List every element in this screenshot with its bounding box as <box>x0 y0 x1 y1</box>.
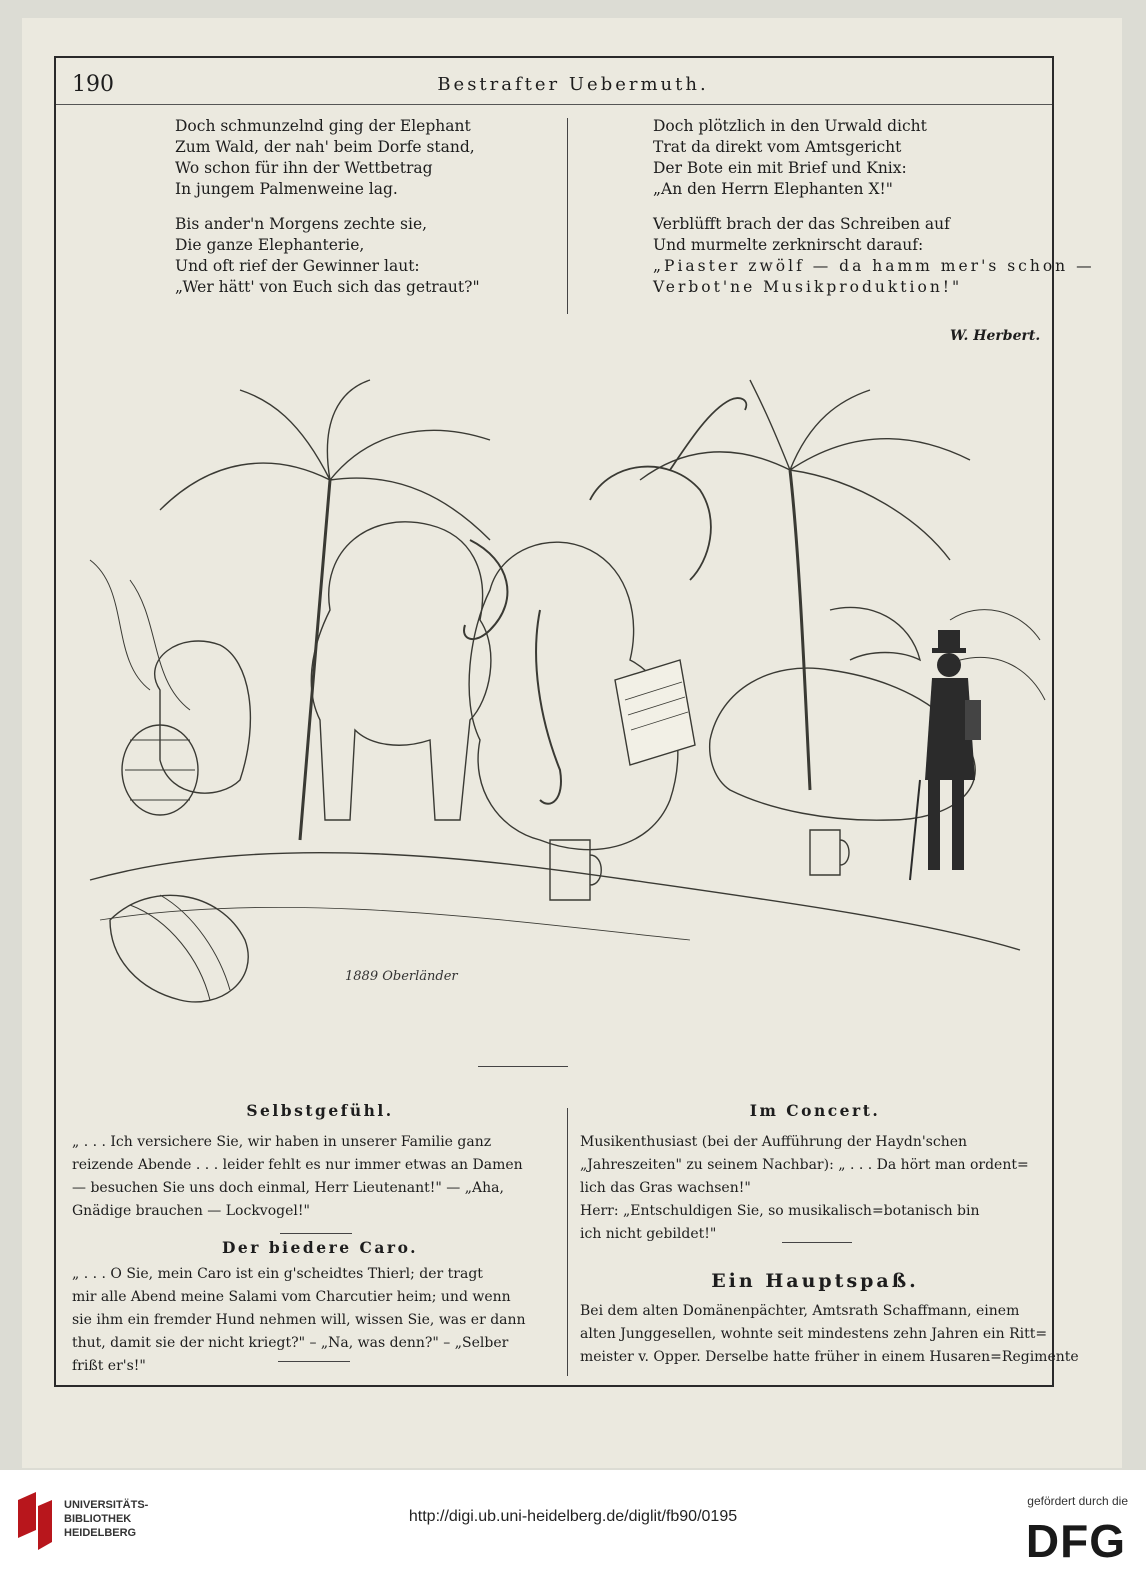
poem-line: Die ganze Elephanterie, <box>175 236 365 254</box>
poem-line: Trat da direkt vom Amtsgericht <box>653 138 902 156</box>
text-line: Bei dem alten Domänenpächter, Amtsrath Schaffmann, einem <box>580 1303 1020 1319</box>
section-title-selbstgefuehl: Selbstgefühl. <box>246 1101 394 1120</box>
elephant-standing <box>311 522 491 820</box>
palm-trunk-right <box>790 470 810 790</box>
section-divider <box>782 1242 852 1243</box>
poem-author: W. Herbert. <box>950 328 1041 344</box>
poem-line: Zum Wald, der nah' beim Dorfe stand, <box>175 138 475 156</box>
poem-line: Doch schmunzelnd ging der Elephant <box>175 117 471 135</box>
poem-line: Verbot'ne Musikproduktion!" <box>653 278 963 296</box>
court-messenger <box>925 630 981 870</box>
ground-line <box>90 853 1020 950</box>
funding-note: gefördert durch die <box>1027 1494 1128 1508</box>
poem-line: Und oft rief der Gewinner laut: <box>175 257 420 275</box>
text-line: meister v. Opper. Derselbe hatte früher in einem Husaren=Regimente <box>580 1349 1079 1365</box>
text-line: Gnädige brauchen — Lockvogel!" <box>72 1203 310 1219</box>
lower-column-rule <box>567 1108 568 1376</box>
digitization-footer <box>0 1470 1146 1581</box>
poem-line: „An den Herrn Elephanten X!" <box>653 180 893 198</box>
text-line: — besuchen Sie uns doch einmal, Herr Lieutenant!" — „Aha, <box>72 1180 504 1196</box>
poem-line: Bis ander'n Morgens zechte sie, <box>175 215 428 233</box>
text-line: „Jahreszeiten" zu seinem Nachbar): „ . . . Da hört man ordent= <box>580 1157 1029 1173</box>
header-rule <box>56 104 1052 105</box>
text-line: Herr: „Entschuldigen Sie, so musikalisch=botanisch bin <box>580 1203 980 1219</box>
poem-line: Wo schon für ihn der Wettbetrag <box>175 159 433 177</box>
section-title-concert: Im Concert. <box>749 1101 881 1120</box>
text-line: reizende Abende . . . leider fehlt es nur immer etwas an Damen <box>72 1157 523 1173</box>
library-name-line: UNIVERSITÄTS- <box>64 1499 149 1511</box>
text-line: sie ihm ein fremder Hund nehmen will, wissen Sie, was er dann <box>72 1312 526 1328</box>
library-name-line: HEIDELBERG <box>64 1527 137 1539</box>
section-divider <box>280 1233 352 1234</box>
poem-stanza <box>175 116 555 200</box>
text-line: „ . . . Ich versichere Sie, wir haben in unserer Familie ganz <box>72 1134 492 1150</box>
text-line: alten Junggesellen, wohnte seit mindestens zehn Jahren ein Ritt= <box>580 1326 1048 1342</box>
poem-stanza <box>653 116 1043 200</box>
poem-line: Verblüfft brach der das Schreiben auf <box>653 215 950 233</box>
running-title: Bestrafter Uebermuth. <box>437 74 709 95</box>
text-line: „ . . . O Sie, mein Caro ist ein g'scheidtes Thierl; der tragt <box>72 1266 483 1282</box>
section-selbstgefuehl-text <box>72 1131 558 1223</box>
poem-line: „Piaster zwölf — da hamm mer's schon — <box>653 257 1095 275</box>
text-line: Musikenthusiast (bei der Aufführung der Haydn'schen <box>580 1134 968 1150</box>
page-number: 190 <box>72 72 114 97</box>
section-hauptspass-text <box>580 1300 1079 1369</box>
text-line: lich das Gras wachsen!" <box>580 1180 751 1196</box>
poem-left-column <box>175 116 555 312</box>
poem-stanza <box>653 214 1095 298</box>
elephant-trumpeting <box>590 398 746 580</box>
section-title-caro: Der biedere Caro. <box>221 1238 419 1257</box>
beer-mug <box>810 830 849 875</box>
poem-right-column <box>653 116 1095 312</box>
section-divider <box>278 1361 350 1362</box>
library-name-line: BIBLIOTHEK <box>64 1513 132 1525</box>
poem-stanza <box>175 214 555 298</box>
artist-signature: 1889 Oberländer <box>345 969 458 984</box>
section-divider <box>478 1066 568 1067</box>
text-line: frißt er's!" <box>72 1358 146 1374</box>
official-letter <box>615 660 695 765</box>
poem-line: Doch plötzlich in den Urwald dicht <box>653 117 927 135</box>
elephant-illustration <box>70 360 1060 1020</box>
text-line: mir alle Abend meine Salami vom Charcutier heim; und wenn <box>72 1289 511 1305</box>
section-title-hauptspass: Ein Hauptspaß. <box>711 1270 919 1292</box>
poem-line: Der Bote ein mit Brief und Knix: <box>653 159 907 177</box>
palm-trunk-left <box>300 480 330 840</box>
source-url-link[interactable]: http://digi.ub.uni-heidelberg.de/diglit/fb90/0195 <box>408 1508 738 1525</box>
poem-column-rule <box>567 118 568 314</box>
dfg-logo: DFG <box>1025 1515 1126 1567</box>
section-concert-text <box>580 1131 1056 1246</box>
poem-line: Und murmelte zerknirscht darauf: <box>653 236 924 254</box>
text-line: thut, damit sie der nicht kriegt?" – „Na, was denn?" – „Selber <box>72 1335 509 1351</box>
poem-line: In jungem Palmenweine lag. <box>175 180 398 198</box>
text-line: ich nicht gebildet!" <box>580 1226 717 1242</box>
poem-line: „Wer hätt' von Euch sich das getraut?" <box>175 278 480 296</box>
